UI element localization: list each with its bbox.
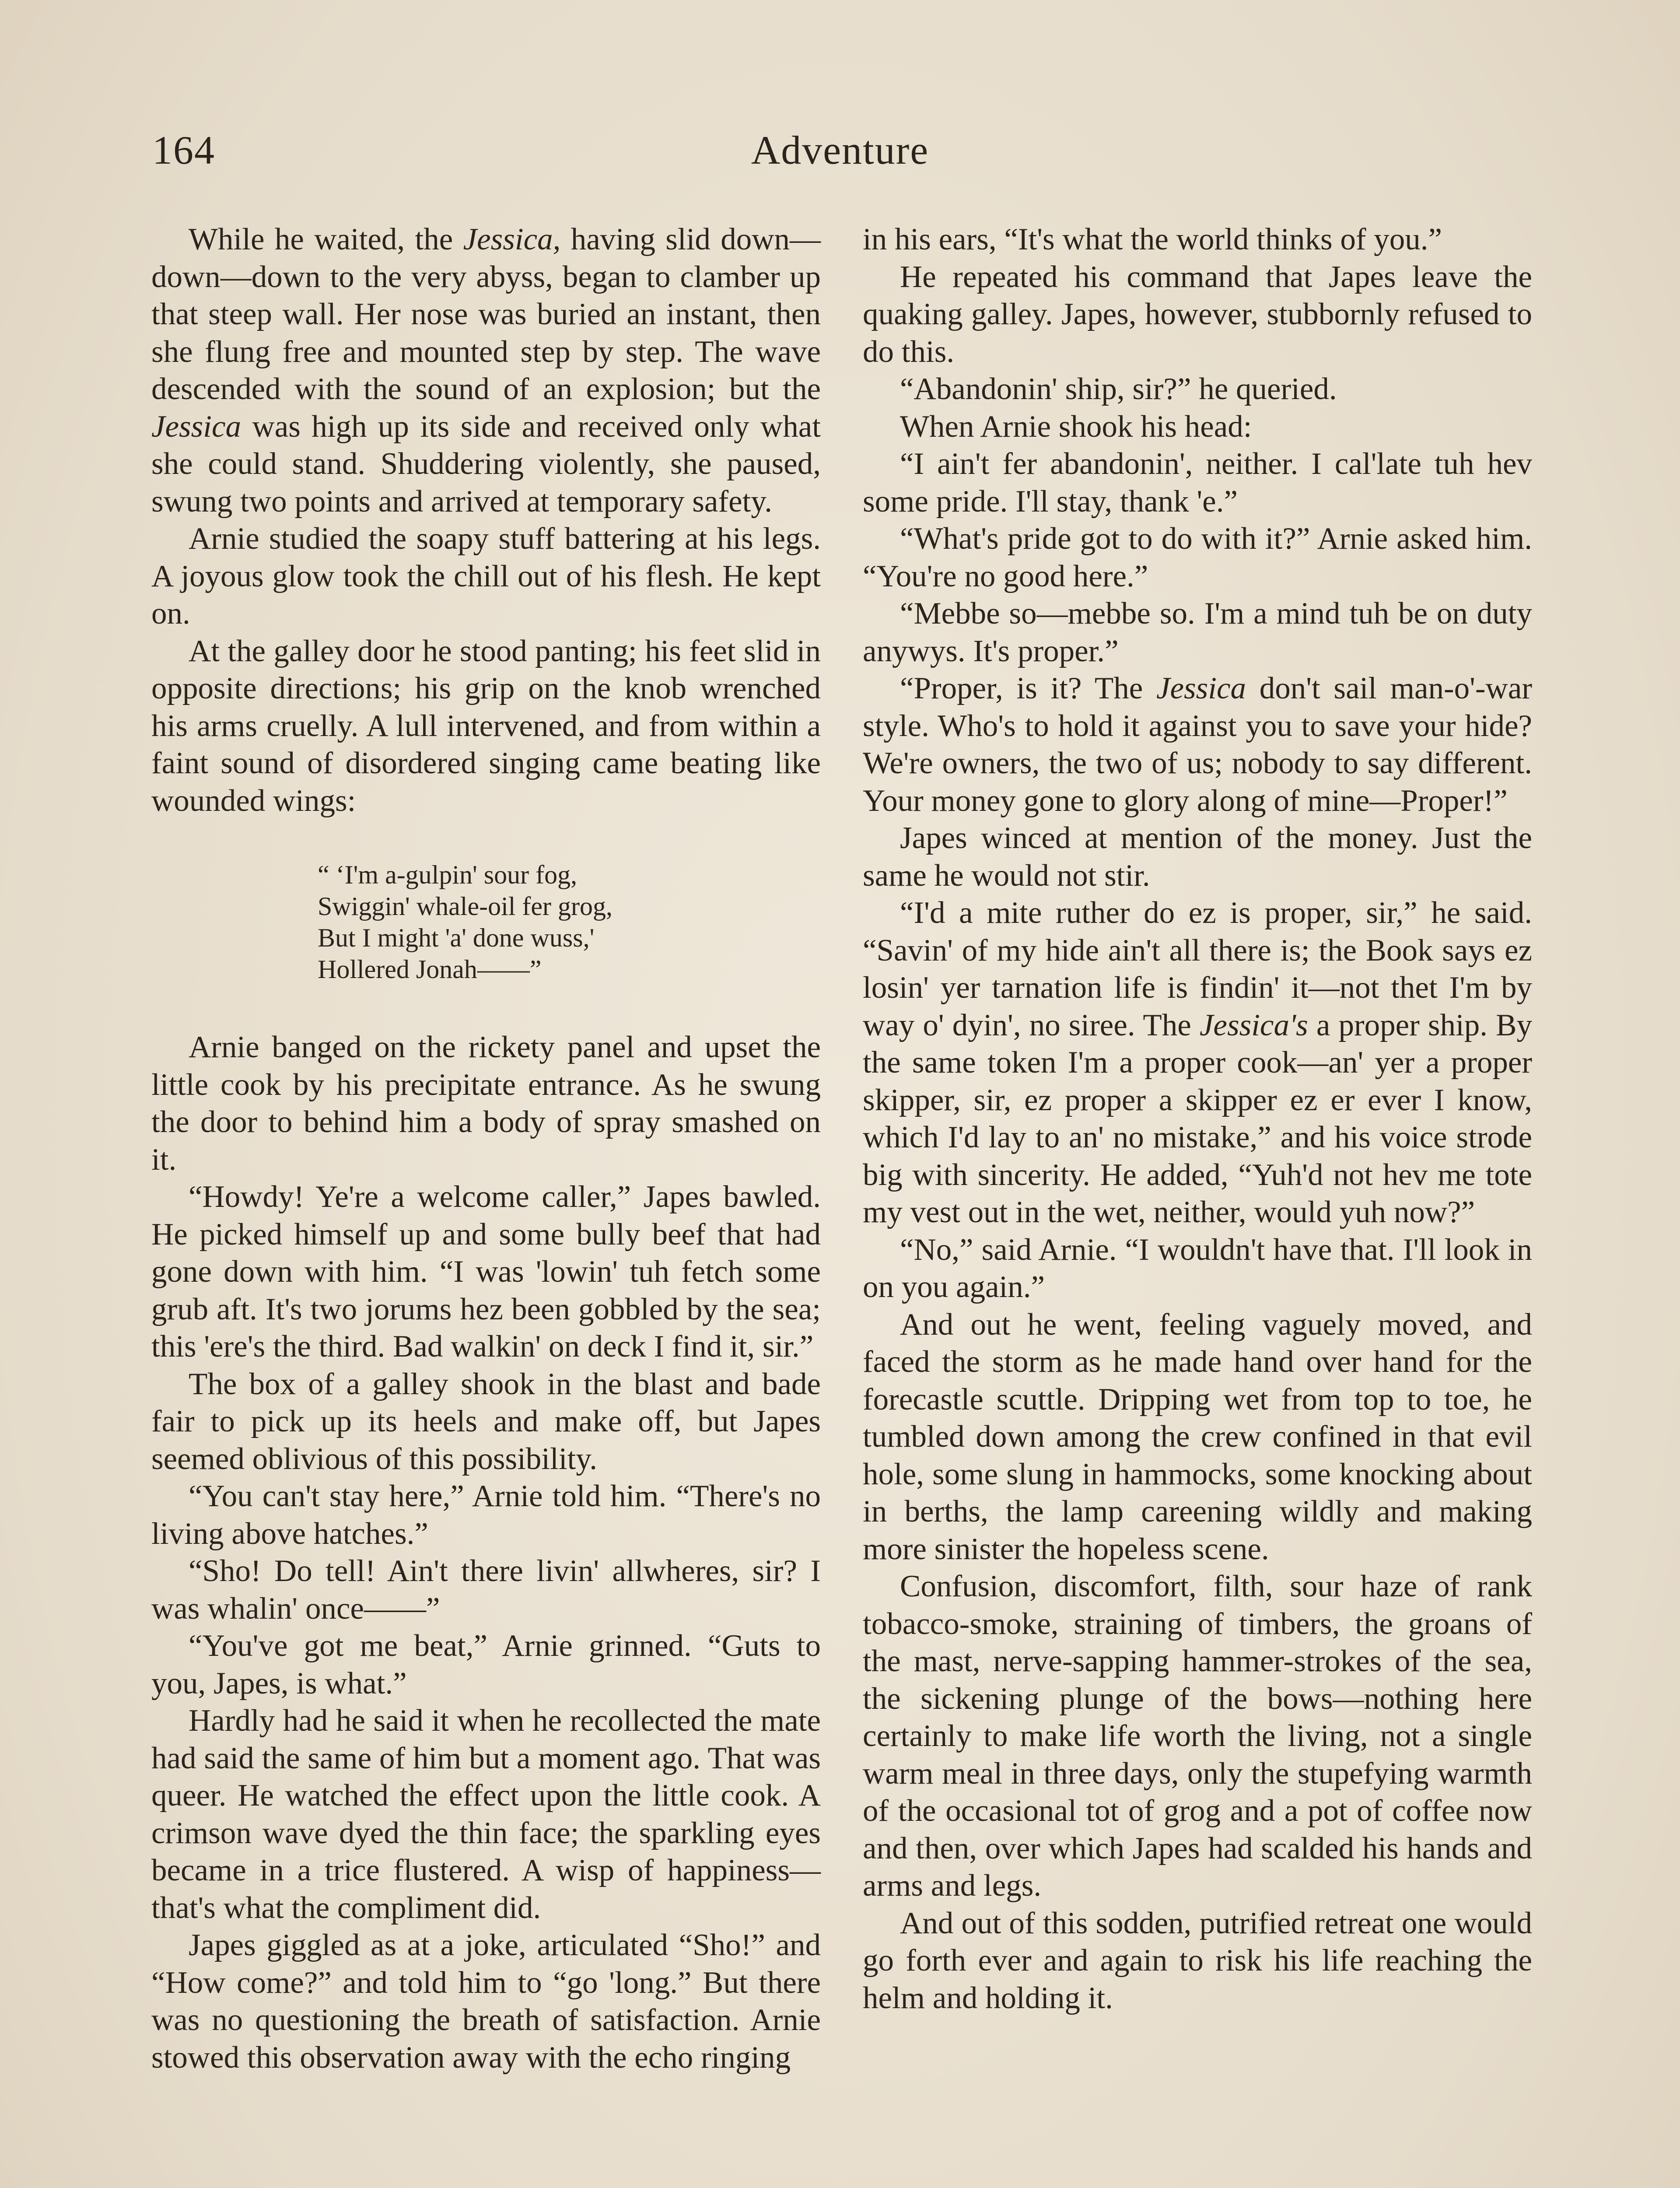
paragraph: “You can't stay here,” Arnie told him. “There's no living above hatches.”	[151, 1479, 821, 1551]
paragraph: Japes giggled as at a joke, articulated “Sho!” and “How come?” and told him to “go 'long.” But there was no questioning the breath of satisfaction. Arnie stowed this observation away with the echo ringing	[151, 1928, 821, 2075]
paragraph: And out he went, feeling vaguely moved, and faced the storm as he made hand over hand for the forecastle scuttle. Dripping wet from top to toe, he tumbled down among the crew confined in that evil hole, some slung in hammocks, some knocking about in berths, the lamp careening wildly and making more sinister the hopeless scene.	[863, 1307, 1532, 1566]
ship-name: Jessica,	[463, 222, 561, 256]
ship-name: Jessica's	[1199, 1008, 1308, 1042]
paragraph: Arnie studied the soapy stuff battering at his legs. A joyous glow took the chill out of his flesh. He kept on.	[151, 522, 821, 631]
song-verse	[151, 859, 821, 985]
paragraph: “You've got me beat,” Arnie grinned. “Guts to you, Japes, is what.”	[151, 1629, 821, 1701]
page-header	[149, 127, 1531, 184]
paragraph: “Mebbe so—mebbe so. I'm a mind tuh be on duty anywys. It's proper.”	[863, 596, 1532, 668]
paragraph: While he waited, the Jessica, having slid down—down—down to the very abyss, began to clamber up that steep wall. Her nose was buried an instant, then she flung free and mounted step by step. The wave descended with the sound of an explosion; but the Jessica was high up its side and received only what she could stand. Shuddering violently, she paused, swung two points and arrived at temporary safety.	[151, 222, 821, 519]
paragraph: “Proper, is it? The Jessica don't sail man-o'-war style. Who's to hold it against you to save your hide? We're owners, the two of us; nobody to say different. Your money gone to glory along of mine—Proper!”	[863, 671, 1532, 818]
paragraph: And out of this sodden, putrified retreat one would go forth ever and again to risk his life reaching the helm and holding it.	[863, 1906, 1532, 2015]
paragraph-continued: in his ears, “It's what the world thinks of you.”	[863, 222, 1442, 256]
paragraph: Japes winced at mention of the money. Just the same he would not stir.	[863, 821, 1532, 893]
ship-name: Jessica	[1156, 671, 1246, 705]
paragraph: Hardly had he said it when he recollected the mate had said the same of him but a moment ago. That was queer. He watched the effect upon the little cook. A crimson wave dyed the thin face; the sparkling eyes became in a trice flustered. A wisp of happiness—that's what the compliment did.	[151, 1704, 821, 1925]
page-number: 164	[152, 128, 215, 172]
verse-line: Swiggin' whale-oil fer grog,	[318, 892, 613, 921]
running-title: Adventure	[751, 128, 929, 172]
paragraph: “Sho! Do tell! Ain't there livin' allwheres, sir? I was whalin' once——”	[151, 1554, 821, 1626]
paragraph: Arnie banged on the rickety panel and upset the little cook by his precipitate entrance. As he swung the door to behind him a body of spray smashed on it.	[151, 1030, 821, 1177]
verse-line: But I might 'a' done wuss,'	[318, 923, 595, 952]
verse-line: “ ‘I'm a-gulpin' sour fog,	[318, 860, 578, 889]
paragraph: The box of a galley shook in the blast and bade fair to pick up its heels and make off, but Japes seemed oblivious of this possibility.	[151, 1367, 821, 1476]
ship-name: Jessica	[151, 409, 242, 444]
left-column	[151, 221, 821, 2076]
paragraph: “No,” said Arnie. “I wouldn't have that. I'll look in on you again.”	[863, 1232, 1532, 1304]
paragraph: “I'd a mite ruther do ez is proper, sir,” he said. “Savin' of my hide ain't all there is; the Book says ez losin' yer tarnation life is findin' it—not thet I'm by way o' dyin', no siree. The Jessica's a proper ship. By the same token I'm a proper cook—an' yer a proper skipper, sir, ez proper a skipper ez er ever I know, which I'd lay to an' no mistake,” and his voice strode big with sincerity. He added, “Yuh'd not hev me tote my vest out in the wet, neither, would yuh now?”	[863, 896, 1532, 1229]
verse-line: Hollered Jonah——”	[318, 955, 542, 984]
paragraph: When Arnie shook his head:	[900, 409, 1252, 444]
paragraph: Confusion, discomfort, filth, sour haze of rank tobacco-smoke, straining of timbers, the groans of the mast, nerve-sapping hammer-strokes of the sea, the sickening plunge of the bows—nothing here certainly to make life worth the living, not a single warm meal in three days, only the stupefying warmth of the occasional tot of grog and a pot of coffee now and then, over which Japes had scalded his hands and arms and legs.	[863, 1569, 1532, 1903]
paragraph: At the galley door he stood panting; his feet slid in opposite directions; his grip on the knob wrenched his arms cruelly. A lull intervened, and from within a faint sound of disordered singing came beating like wounded wings:	[151, 634, 821, 818]
paragraph: He repeated his command that Japes leave the quaking galley. Japes, however, stubbornly refused to do this.	[863, 259, 1532, 369]
paragraph: “Abandonin' ship, sir?” he queried.	[900, 372, 1337, 406]
paragraph: “I ain't fer abandonin', neither. I cal'late tuh hev some pride. I'll stay, thank 'e.”	[863, 447, 1532, 519]
paragraph: “Howdy! Ye're a welcome caller,” Japes bawled. He picked himself up and some bully beef that had gone down with him. “I was 'lowin' tuh fetch some grub aft. It's two jorums hez been gobbled by the sea; this 'ere's the third. Bad walkin' on deck I find it, sir.”	[151, 1180, 821, 1364]
paragraph: “What's pride got to do with it?” Arnie asked him. “You're no good here.”	[863, 522, 1532, 593]
right-column	[863, 221, 1532, 2017]
